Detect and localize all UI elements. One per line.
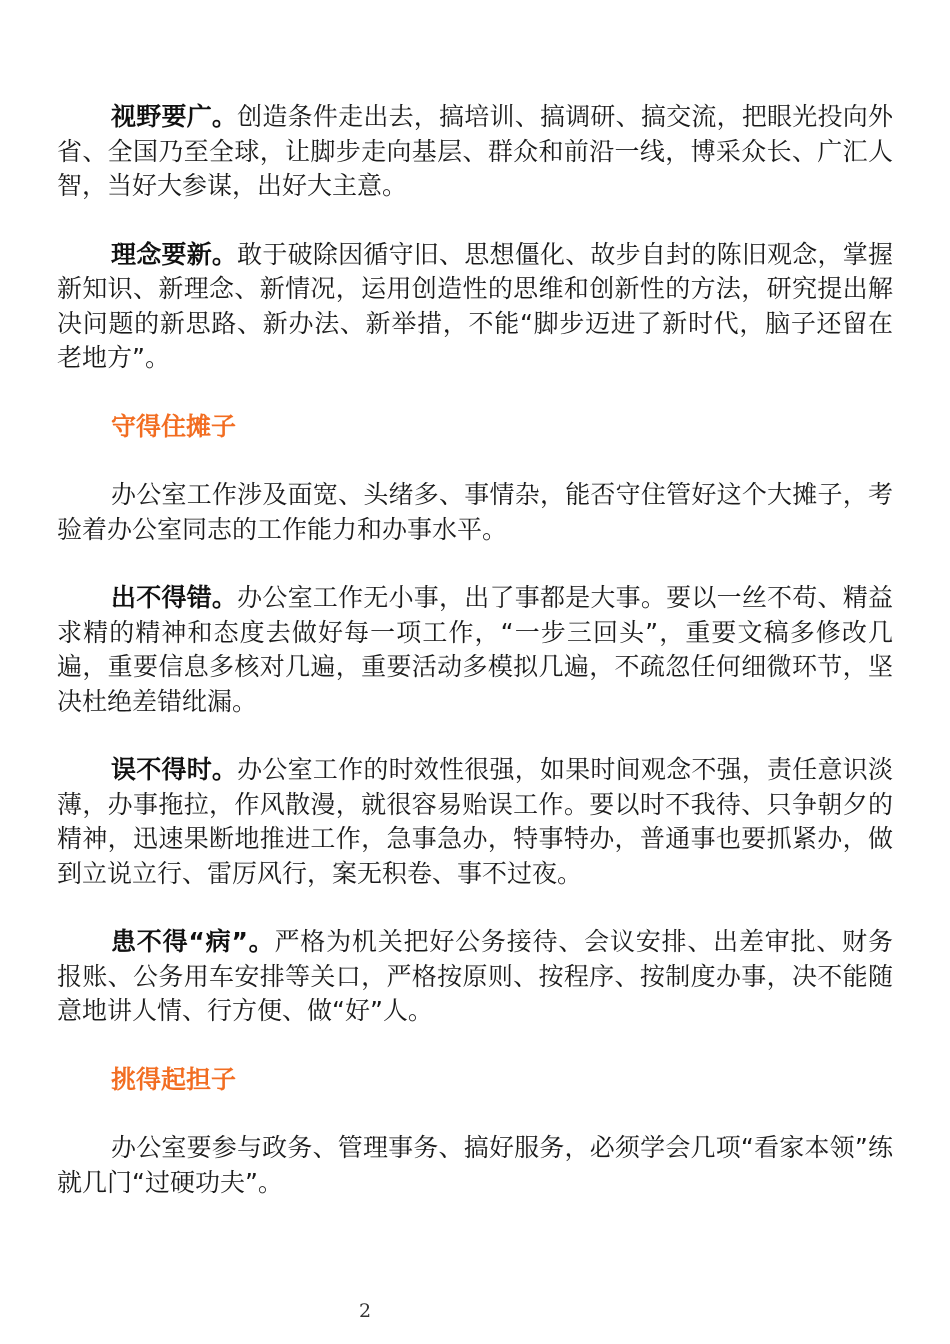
paragraph-no-illness (57, 925, 893, 1029)
paragraph-vision (57, 100, 893, 204)
paragraph-no-delay (57, 753, 893, 891)
paragraph-lead: 理念要新。 (111, 239, 238, 269)
page-number: 2 (358, 1300, 372, 1322)
paragraph-intro-hold (57, 478, 893, 547)
document-body (57, 100, 893, 1234)
paragraph-text: 办公室工作涉及面宽、头绪多、事情杂，能否守住管好这个大摊子，考验着办公室同志的工作能力和办事水平。 (57, 480, 893, 544)
paragraph-concept (57, 238, 893, 376)
paragraph-lead: 视野要广。 (111, 102, 238, 131)
paragraph-text: 创造条件走出去，搞培训、搞调研、搞交流，把眼光投向外省、全国乃至全球，让脚步走向基层、群众和前沿一线，博采众长、广汇人智，当好大参谋，出好大主意。 (57, 102, 893, 200)
section-heading-hold-stall: 守得住摊子 (111, 411, 237, 441)
paragraph-text: 办公室要参与政务、管理事务、搞好服务，必须学会几项“看家本领”练就几门“过硬功夫”。 (57, 1133, 893, 1197)
paragraph-lead: 患不得“病”。 (111, 927, 275, 956)
paragraph-lead: 出不得错。 (111, 583, 238, 612)
section-heading-shoulder-burden: 挑得起担子 (111, 1064, 237, 1094)
paragraph-text: 办公室工作的时效性很强，如果时间观念不强，责任意识淡薄，办事拖拉，作风散漫，就很容易贻误工作。要以时不我待、只争朝夕的精神，迅速果断地推进工作，急事急办，特事特办，普通事也要抓紧办，做到立说立行、雷厉风行，案无积卷、事不过夜。 (57, 755, 893, 888)
paragraph-text: 办公室工作无小事，出了事都是大事。要以一丝不苟、精益求精的精神和态度去做好每一项工作，“一步三回头”，重要文稿多修改几遍，重要信息多核对几遍，重要活动多模拟几遍，不疏忽任何细微环节，坚决杜绝差错纰漏。 (57, 583, 893, 716)
paragraph-intro-burden (57, 1131, 893, 1200)
paragraph-no-error (57, 581, 893, 719)
paragraph-text: 严格为机关把好公务接待、会议安排、出差审批、财务报账、公务用车安排等关口，严格按原则、按程序、按制度办事，决不能随意地讲人情、行方便、做“好”人。 (57, 927, 893, 1025)
paragraph-text: 敢于破除因循守旧、思想僵化、故步自封的陈旧观念，掌握新知识、新理念、新情况，运用创造性的思维和创新性的方法，研究提出解决问题的新思路、新办法、新举措，不能“脚步迈进了新时代，脑子还留在老地方”。 (57, 239, 893, 372)
paragraph-lead: 误不得时。 (111, 755, 238, 784)
